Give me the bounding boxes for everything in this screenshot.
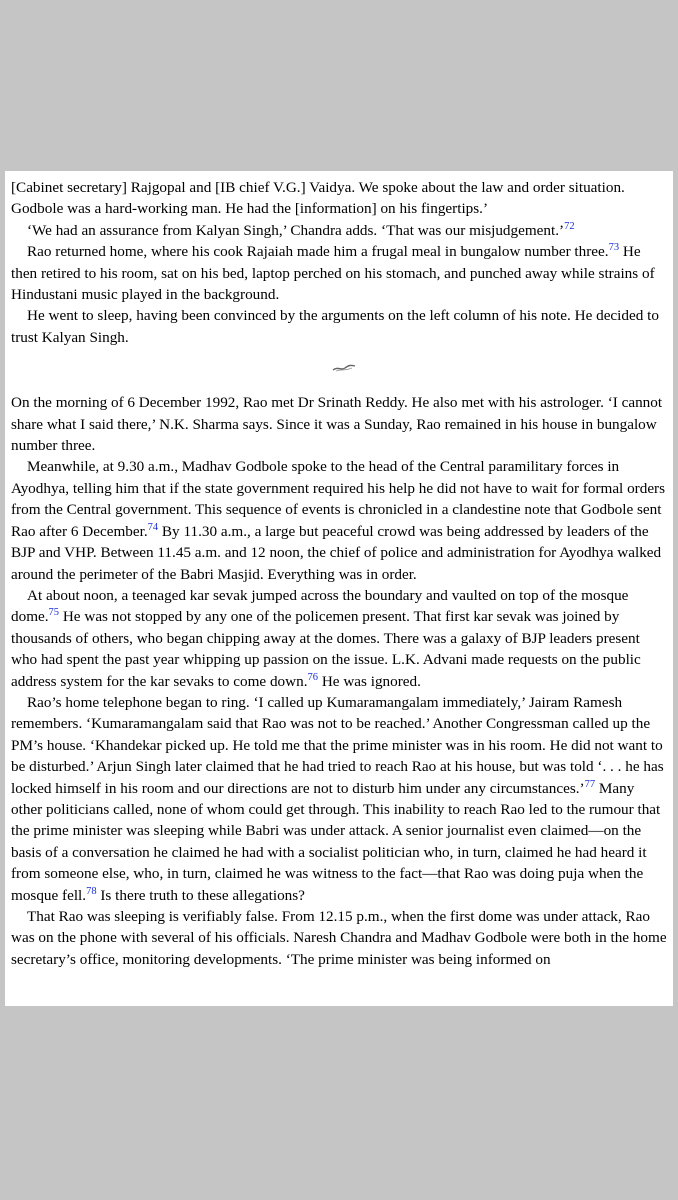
- footnote-link[interactable]: 72: [564, 220, 575, 232]
- paragraph: He went to sleep, having been convinced by the arguments on the left column of his note. He decided to trust Kalyan Singh.: [11, 307, 659, 346]
- paragraph: Meanwhile, at 9.30 a.m., Madhav Godbole spoke to the head of the Central paramilitary forces in Ayodhya, telling him that if the state government required his help he did not have to wait for formal orders from the Central government. This sequence of events is chronicled in a clandestine note that Godbole sent Rao after 6 December.$^{74}$ By 11.30 a.m., a large but peaceful crowd was being addressed by leaders of the BJP and VHP. Between 11.45 a.m. and 12 noon, the chief of police and administration for Ayodhya walked around the perimeter of the Babri Masjid. Everything was in order.: [11, 458, 666, 583]
- paragraph: Rao returned home, where his cook Rajaiah made him a frugal meal in bungalow number three.$^{73}$ He then retired to his room, sat on his bed, laptop perched on his stomach, and punched away while strains of Hindustani music played in the background.: [11, 242, 655, 304]
- footnote-link[interactable]: 73: [608, 242, 620, 254]
- paragraph: At about noon, a teenaged kar sevak jumped across the boundary and vaulted on top of the mosque dome.$^{75}$ He was not stopped by any one of the policemen present. That first kar sevak was joined by thousands of others, who began chipping away at the domes. There was a galaxy of BJP leaders present who had spent the past year whipping up passion on the issue. L.K. Advani made requests on the public address system for the kar sevaks to come down.$^{76}$ He was ignored.: [11, 586, 641, 690]
- footnote-link[interactable]: 77: [584, 778, 596, 790]
- footnote-link[interactable]: 78: [86, 885, 97, 897]
- paragraph: On the morning of 6 December 1992, Rao met Dr Srinath Reddy. He also met with his astrologer. ‘I cannot share what I said there,’ N.K. Sharma says. Since it was a Sunday, Rao remained in his house in bungalow number three.: [11, 394, 663, 455]
- book-page: [5, 171, 673, 1006]
- footnote-link[interactable]: 75: [48, 607, 60, 619]
- paragraph: Rao’s home telephone began to ring. ‘I called up Kumaramangalam immediately,’ Jairam Ramesh remembers. ‘Kumaramangalam said that Rao was not to be reached.’ Another Congressman called up the PM’s house. ‘Khandekar picked up. He told me that the prime minister was in his room. He did not want to be disturbed.’ Arjun Singh later claimed that he had tried to reach Rao at his house, but was told ‘. . . he has locked himself in his room and our directions are not to disturb him under any circumstances.’$^{77}$ Many other politicians called, none of whom could get through. This inability to reach Rao led to the rumour that the prime minister was sleeping while Babri was under attack. A senior journalist even claimed—on the basis of a conversation he claimed he had with a socialist politician who, in turn, claimed he had heard it from someone else, who, in turn, claimed he was witness to the fact—that Rao was doing puja when the mosque fell.$^{78}$ Is there truth to these allegations?: [11, 693, 664, 904]
- section-break: [11, 348, 667, 392]
- section-break-icon: [332, 363, 356, 373]
- footnote-link[interactable]: 74: [147, 521, 159, 533]
- paragraph: [Cabinet secretary] Rajgopal and [IB chief V.G.] Vaidya. We spoke about the law and order situation. Godbole was a hard-working man. He had the [information] on his fingertips.’: [11, 179, 625, 218]
- paragraph: That Rao was sleeping is verifiably false. From 12.15 p.m., when the first dome was under attack, Rao was on the phone with several of his officials. Naresh Chandra and Madhav Godbole were both in the home secretary’s office, monitoring developments. ‘The prime minister was being informed on: [11, 908, 667, 968]
- footnote-link[interactable]: 76: [307, 671, 319, 683]
- paragraph: ‘We had an assurance from Kalyan Singh,’ Chandra adds. ‘That was our misjudgement.’$^{72}$: [27, 220, 575, 239]
